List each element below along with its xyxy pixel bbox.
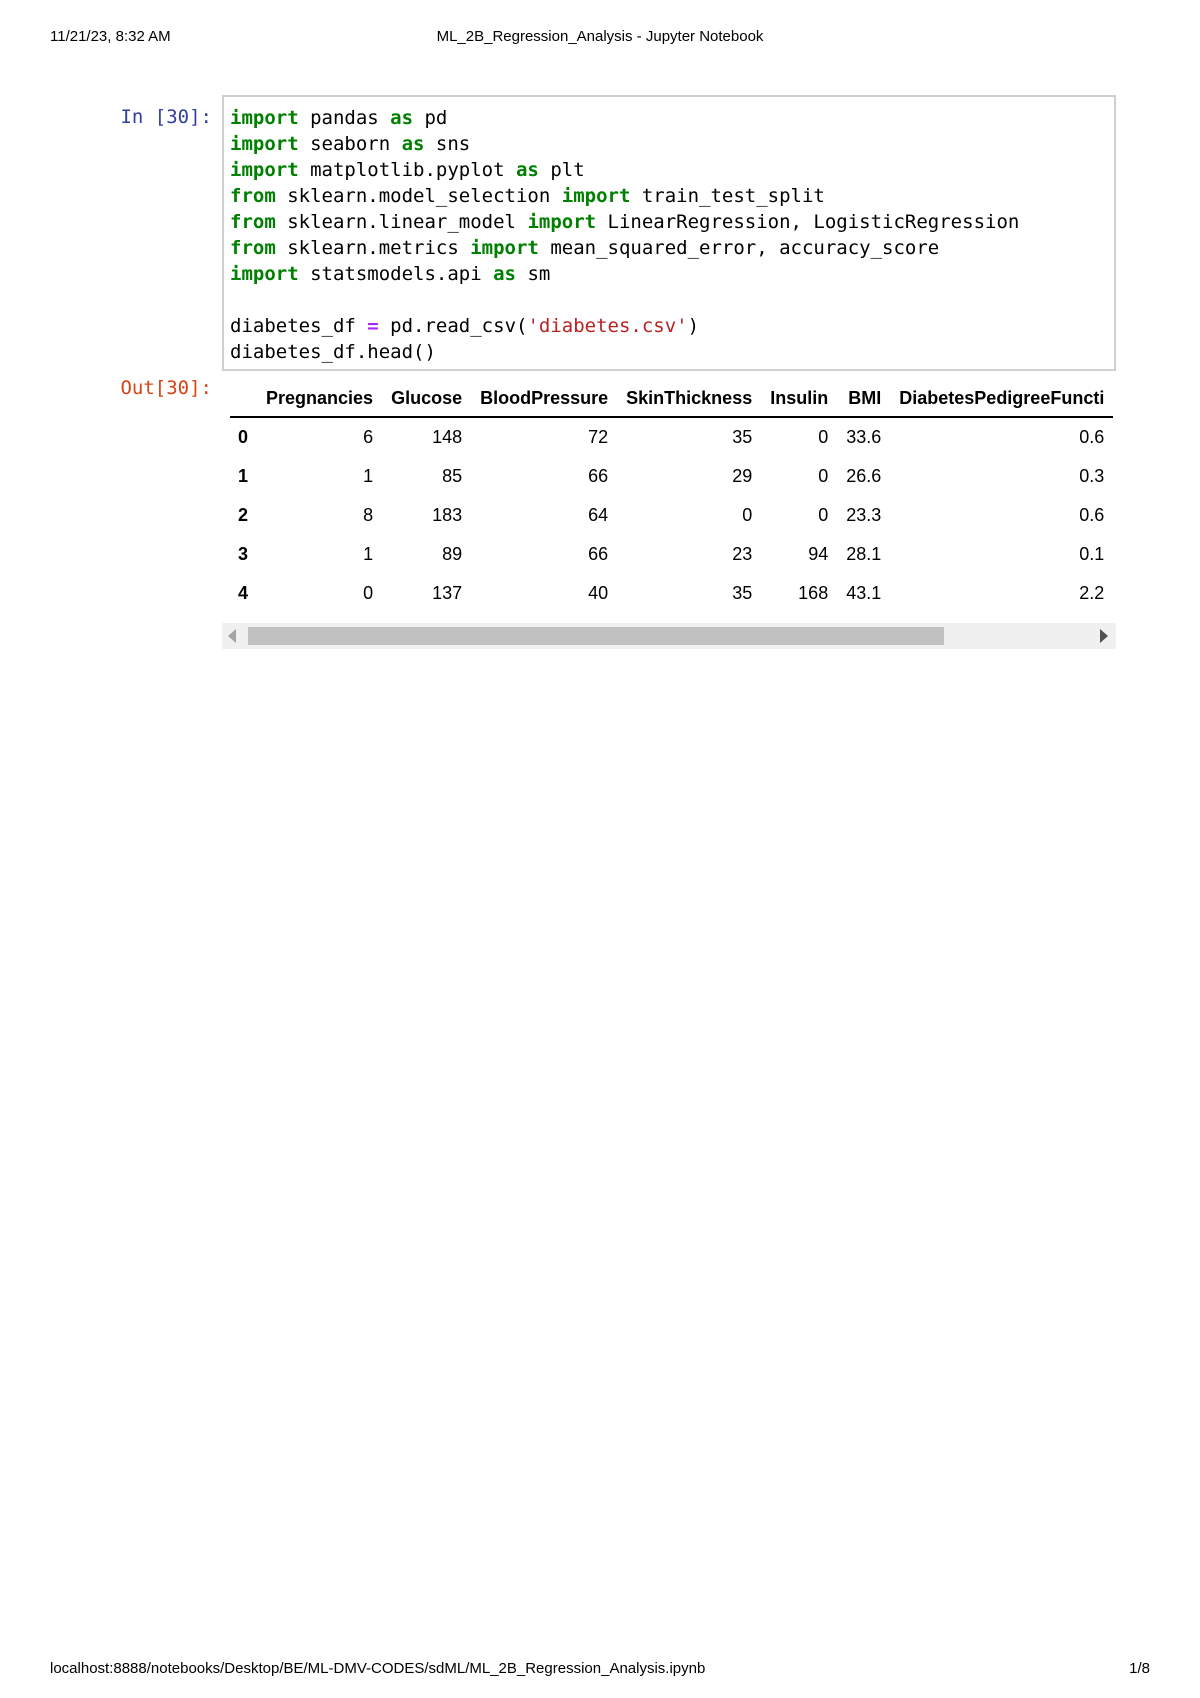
table-cell: 72 — [588, 427, 609, 447]
dataframe-scroll-container[interactable] — [222, 374, 1116, 614]
table-cell: 29 — [732, 466, 753, 486]
table-cell: 148 — [432, 427, 463, 447]
output-prompt: Out[30]: — [120, 377, 212, 399]
dataframe-header-row — [230, 380, 1113, 417]
horizontal-scrollbar[interactable] — [222, 623, 1116, 649]
table-row — [230, 496, 1113, 535]
input-prompt: In [30]: — [120, 106, 212, 128]
table-cell: 137 — [432, 583, 463, 603]
code-line: import seaborn as sns — [230, 133, 471, 155]
dataframe-table — [230, 380, 1113, 613]
table-cell: 40 — [588, 583, 609, 603]
index-header — [230, 380, 257, 417]
table-cell: 1 — [363, 544, 374, 564]
table-cell: 0 — [818, 466, 829, 486]
table-cell: 66 — [588, 466, 609, 486]
code-line: from sklearn.model_selection import train_test_split — [230, 185, 825, 207]
column-header: Insulin — [761, 380, 837, 417]
row-index: 2 — [238, 505, 249, 525]
table-cell: 43.1 — [846, 583, 882, 603]
scroll-left-arrow-icon[interactable] — [228, 629, 236, 643]
scroll-right-arrow-icon[interactable] — [1100, 629, 1108, 643]
column-header: SkinThickness — [617, 380, 761, 417]
output-area — [222, 374, 1116, 614]
code-line: diabetes_df = pd.read_csv('diabetes.csv') — [230, 315, 700, 337]
table-cell: 168 — [798, 583, 829, 603]
column-header: BMI — [837, 380, 890, 417]
print-url: localhost:8888/notebooks/Desktop/BE/ML-DMV-CODES/sdML/ML_2B_Regression_Analysis.ipynb — [50, 1660, 706, 1677]
row-index: 0 — [238, 427, 249, 447]
table-cell: 0.1 — [1079, 544, 1105, 564]
scrollbar-thumb[interactable] — [248, 627, 944, 645]
print-title: ML_2B_Regression_Analysis - Jupyter Notebook — [436, 28, 764, 45]
code-line: import matplotlib.pyplot as plt — [230, 159, 585, 181]
table-cell: 183 — [432, 505, 463, 525]
code-line: import statsmodels.api as sm — [230, 263, 551, 285]
table-cell: 35 — [732, 583, 753, 603]
code-line: import pandas as pd — [230, 107, 448, 129]
table-cell: 0 — [818, 505, 829, 525]
table-cell: 0 — [818, 427, 829, 447]
table-cell: 8 — [363, 505, 374, 525]
table-cell: 26.6 — [846, 466, 882, 486]
print-footer — [0, 1660, 1200, 1680]
code-line: from sklearn.linear_model import LinearRegression, LogisticRegression — [230, 211, 1020, 233]
table-row — [230, 574, 1113, 613]
print-header — [0, 28, 1200, 48]
table-cell: 28.1 — [846, 544, 882, 564]
print-datetime: 11/21/23, 8:32 AM — [50, 28, 171, 45]
table-cell: 6 — [363, 427, 374, 447]
table-cell: 1 — [363, 466, 374, 486]
table-cell: 85 — [442, 466, 463, 486]
column-header: DiabetesPedigreeFuncti — [890, 380, 1113, 417]
row-index: 3 — [238, 544, 249, 564]
column-header: BloodPressure — [471, 380, 617, 417]
table-cell: 66 — [588, 544, 609, 564]
table-row — [230, 535, 1113, 574]
dataframe-body — [230, 417, 1113, 613]
table-cell: 94 — [808, 544, 829, 564]
column-header: Glucose — [382, 380, 471, 417]
print-page-number: 1/8 — [1129, 1660, 1150, 1677]
row-index: 4 — [238, 583, 249, 603]
table-cell: 89 — [442, 544, 463, 564]
table-cell: 23.3 — [846, 505, 882, 525]
code-input-area[interactable] — [222, 95, 1116, 371]
code-line: from sklearn.metrics import mean_squared_error, accuracy_score — [230, 237, 940, 259]
table-cell: 23 — [732, 544, 753, 564]
table-cell: 33.6 — [846, 427, 882, 447]
table-cell: 35 — [732, 427, 753, 447]
table-row — [230, 417, 1113, 457]
table-cell: 0.6 — [1079, 505, 1105, 525]
table-cell: 0.3 — [1079, 466, 1105, 486]
table-cell: 0 — [742, 505, 753, 525]
row-index: 1 — [238, 466, 249, 486]
table-cell: 0 — [363, 583, 374, 603]
column-header: Pregnancies — [257, 380, 382, 417]
code-line — [230, 287, 1108, 313]
table-cell: 2.2 — [1079, 583, 1105, 603]
table-cell: 64 — [588, 505, 609, 525]
table-cell: 0.6 — [1079, 427, 1105, 447]
code-line: diabetes_df.head() — [230, 341, 436, 363]
table-row — [230, 457, 1113, 496]
